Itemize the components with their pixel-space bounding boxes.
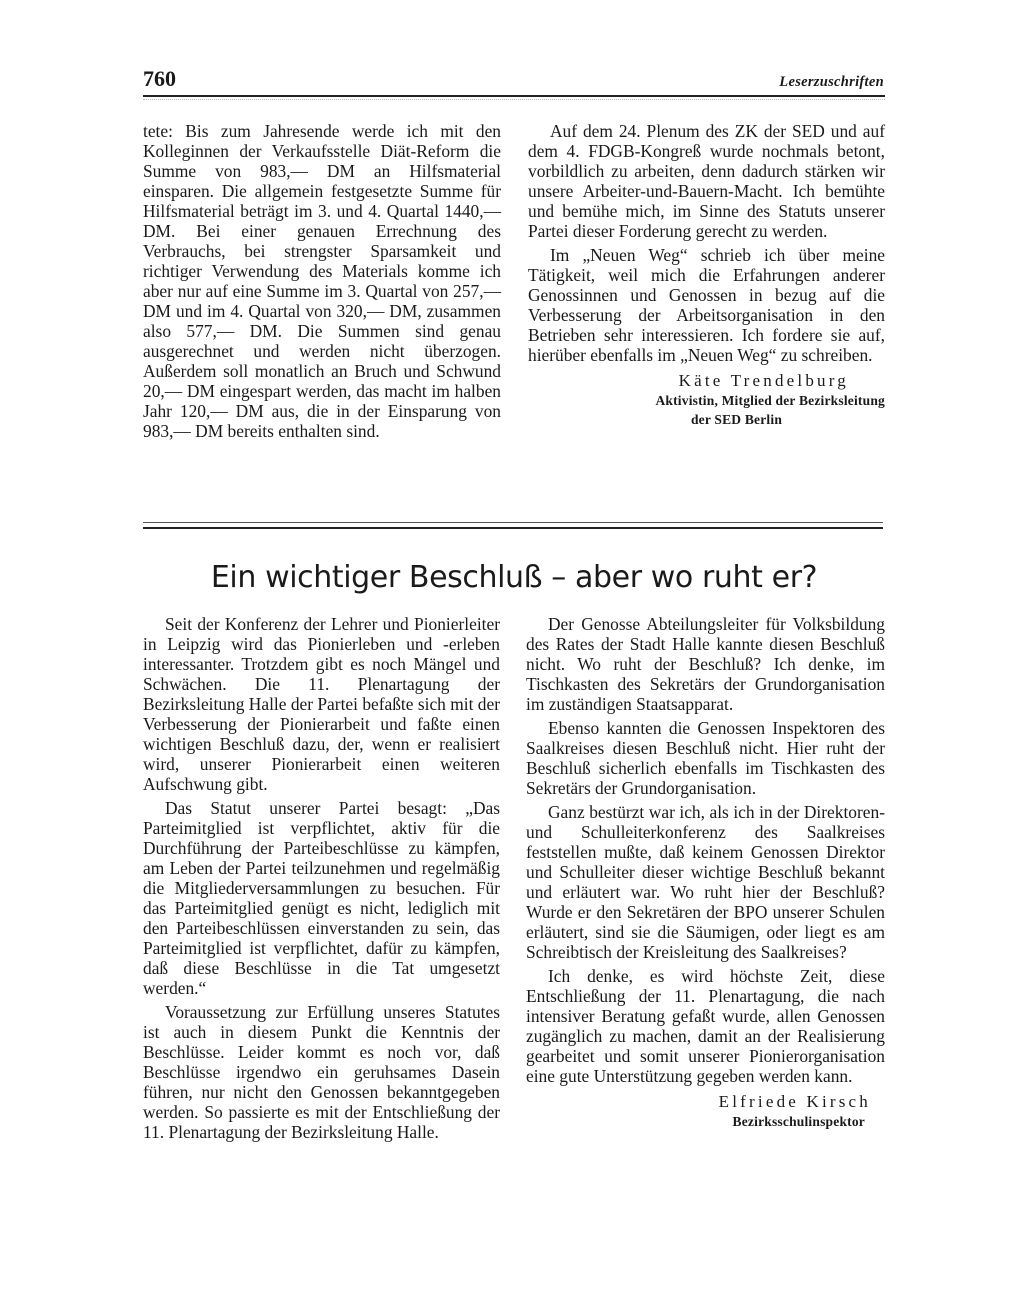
signature-role: der SED Berlin bbox=[690, 412, 783, 427]
article-right-column bbox=[526, 614, 885, 1131]
paragraph: Auf dem 24. Plenum des ZK der SED und auf dem 4. FDGB-Kongreß wurde nochmals betont, vorbildlich zu arbeiten, denn dadurch stärken wir unsere Arbeiter-und-Bauern-Macht. Ich bemühte und bemühe mich, im Sinne des Statuts unserer Partei dieser Forderung gerecht zu werden. bbox=[528, 121, 885, 241]
header-rule bbox=[143, 95, 885, 97]
paragraph: Ich denke, es wird höchste Zeit, diese Entschließung der 11. Plenartagung, die nach intensiver Beratung gefaßt wurde, allen Genossen zugänglich zu machen, damit an der Realisierung gearbeitet und somit unserer Pionierorganisation eine gute Unterstützung gegeben werden kann. bbox=[526, 966, 885, 1086]
paragraph: tete: Bis zum Jahresende werde ich mit den Kolleginnen der Verkaufsstelle Diät-Reform die Summe von 983,— DM an Hilfsmaterial einsparen. Die allgemein festgesetzte Summe für Hilfsmaterial beträgt im 3. und 4. Quartal 1440,— DM. Bei einer genauen Errechnung des Verbrauchs, bei strengster Sparsamkeit und richtiger Verwendung des Materials komme ich aber nur auf eine Summe im 3. Quartal von 257,— DM und im 4. Quartal von 320,— DM, zusammen also 577,— DM. Die Summen sind genau ausgerechnet und werden nicht überzogen. Außerdem soll monatlich an Bruch und Schwund 20,— DM eingespart werden, das macht im halben Jahr 120,— DM aus, die in der Einsparung von 983,— DM bereits enthalten sind. bbox=[143, 121, 501, 441]
section-divider bbox=[143, 522, 883, 523]
section-divider bbox=[143, 527, 883, 529]
paragraph: Ganz bestürzt war ich, als ich in der Direktoren- und Schulleiterkonferenz des Saalkreises feststellen mußte, daß keinem Genossen Direktor und Schulleiter dieser wichtige Beschluß bekannt und erläutert war. Wo ruht hier der Beschluß? Wurde er den Sekretären der BPO unserer Schulen erläutert, sind sie die Säumigen, oder liegt es am Schreibtisch der Kreisleitung des Saalkreises? bbox=[526, 802, 885, 962]
paragraph: Der Genosse Abteilungsleiter für Volksbildung des Rates der Stadt Halle kannte diesen Beschluß nicht. Wo ruht der Beschluß? Ich denke, im Tischkasten des Sekretärs der Grundorganisation im zuständigen Staatsapparat. bbox=[526, 614, 885, 714]
letter1-right-column bbox=[528, 121, 885, 429]
article-left-column bbox=[143, 614, 500, 1142]
paragraph: Das Statut unserer Partei besagt: „Das Parteimitglied ist verpflichtet, aktiv für die Durchführung der Parteibeschlüsse zu kämpfen, am Leben der Partei teilzunehmen und regelmäßig die Mitgliederversammlungen zu besuchen. Für das Parteimitglied genügt es nicht, lediglich mit den Parteibeschlüssen einverstanden zu sein, das Parteimitglied ist verpflichtet, dafür zu kämpfen, daß diese Beschlüsse in die Tat umgesetzt werden.“ bbox=[143, 798, 500, 998]
paragraph: Seit der Konferenz der Lehrer und Pionierleiter in Leipzig wird das Pionierleben und -erleben interessanter. Trotzdem gibt es noch Mängel und Schwächen. Die 11. Plenartagung der Bezirksleitung Halle der Partei befaßte sich mit der Verbesserung der Pionierarbeit und faßte einen wichtigen Beschluß dazu, der, wenn er realisiert wird, unserer Pionierarbeit einen weiteren Aufschwung gibt. bbox=[143, 614, 500, 794]
page-number: 760 bbox=[143, 66, 176, 91]
signature-role: Aktivistin, Mitglied der Bezirksleitung bbox=[655, 393, 885, 408]
signature-name: Elfriede Kirsch bbox=[718, 1092, 871, 1111]
letter1-left-column bbox=[143, 121, 501, 441]
signature-role: Bezirksschulinspektor bbox=[732, 1114, 865, 1129]
section-label: Leserzuschriften bbox=[779, 74, 884, 90]
paragraph: Im „Neuen Weg“ schrieb ich über meine Tätigkeit, weil mich die Erfahrungen anderer Genossinnen und Genossen in bezug auf die Verbesserung der Arbeitsorganisation in den Betrieben sehr interessieren. Ich fordere sie auf, hierüber ebenfalls im „Neuen Weg“ zu schreiben. bbox=[528, 245, 885, 365]
paragraph: Ebenso kannten die Genossen Inspektoren des Saalkreises diesen Beschluß nicht. Hier ruht der Beschluß sicherlich ebenfalls im Tischkasten des Sekretärs der Grundorganisation. bbox=[526, 718, 885, 798]
header-rule-dotted bbox=[143, 99, 885, 100]
article-headline: Ein wichtiger Beschluß – aber wo ruht er? bbox=[210, 560, 818, 595]
paragraph: Voraussetzung zur Erfüllung unseres Statutes ist auch in diesem Punkt die Kenntnis der Beschlüsse. Leider kommt es noch vor, daß Beschlüsse irgendwo ein geruhsames Dasein führen, nur nicht den Genossen bekanntgegeben werden. So passierte es mit der Entschließung der 11. Plenartagung der Bezirksleitung Halle. bbox=[143, 1002, 500, 1142]
signature-name: Käte Trendelburg bbox=[678, 371, 849, 390]
